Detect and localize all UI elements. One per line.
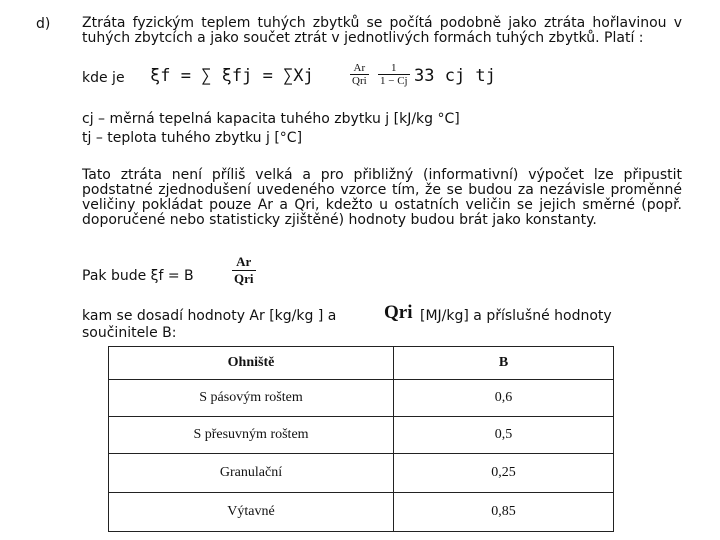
substitution-text-after: [MJ/kg] a příslušné hodnoty: [420, 308, 612, 324]
table-cell-name: S přesuvným roštem: [109, 417, 394, 454]
definition-tj: tj – teplota tuhého zbytku j [°C]: [82, 130, 303, 146]
formula-left: ξf = ∑ ξfj = ∑Xj: [150, 66, 314, 86]
formula-tail: 33 cj tj: [414, 66, 496, 86]
table-cell-name: Granulační: [109, 454, 394, 493]
table-header-b: B: [394, 347, 614, 380]
formula-fraction-1-denominator: Qri: [352, 75, 367, 87]
simplified-formula-denominator: Qri: [234, 271, 254, 286]
substitution-symbol: Qri: [384, 302, 413, 323]
table-cell-value: 0,5: [394, 417, 614, 454]
simplification-paragraph: Tato ztráta není příliš velká a pro přibližný (informativní) výpočet lze připustit podstatné zjednodušení uvedeného vzorce tím, že se budou za nezávisle proměnné veličiny pokládat pouze Ar a Qri, kdežto u ostatních veličin se jejich směrné (popř. doporučené nebo statisticky zjištěné) hodnoty budou brát jako konstanty.: [82, 167, 682, 228]
table-row: [109, 380, 614, 417]
coefficient-table: [108, 346, 614, 532]
formula-fraction-1: [350, 62, 369, 87]
table-cell-name: S pásovým roštem: [109, 380, 394, 417]
simplified-formula-text: Pak bude ξf = B: [82, 268, 194, 284]
section-label: d): [36, 16, 51, 32]
formula-prefix: kde je: [82, 70, 125, 86]
formula-fraction-2-numerator: 1: [378, 62, 410, 75]
loss-formula: [82, 62, 682, 106]
table-row: [109, 454, 614, 493]
simplified-formula: [82, 252, 382, 296]
table-cell-value: 0,85: [394, 493, 614, 532]
substitution-text-before: kam se dosadí hodnoty Ar [kg/kg ] a: [82, 308, 337, 324]
formula-fraction-2: [378, 62, 410, 87]
definition-cj: cj – měrná tepelná kapacita tuhého zbytku j [kJ/kg °C]: [82, 111, 460, 127]
formula-fraction-2-denominator: 1 − Cj: [380, 75, 408, 87]
table-cell-name: Výtavné: [109, 493, 394, 532]
table-row: [109, 493, 614, 532]
table-header-row: [109, 347, 614, 380]
substitution-paragraph: [82, 302, 682, 346]
table-cell-value: 0,6: [394, 380, 614, 417]
intro-paragraph: Ztráta fyzickým teplem tuhých zbytků se počítá podobně jako ztráta hořlavinou v tuhých zbytcích a jako součet ztrát v jednotlivých formách tuhých zbytků. Platí :: [82, 15, 682, 46]
formula-fraction-1-numerator: Ar: [350, 62, 369, 75]
simplified-formula-fraction: [232, 254, 256, 287]
substitution-text-line2: součinitele B:: [82, 325, 177, 341]
table-header-furnace: Ohniště: [109, 347, 394, 380]
table-row: [109, 417, 614, 454]
simplified-formula-numerator: Ar: [232, 254, 256, 271]
definitions-list: [82, 110, 460, 148]
table-cell-value: 0,25: [394, 454, 614, 493]
